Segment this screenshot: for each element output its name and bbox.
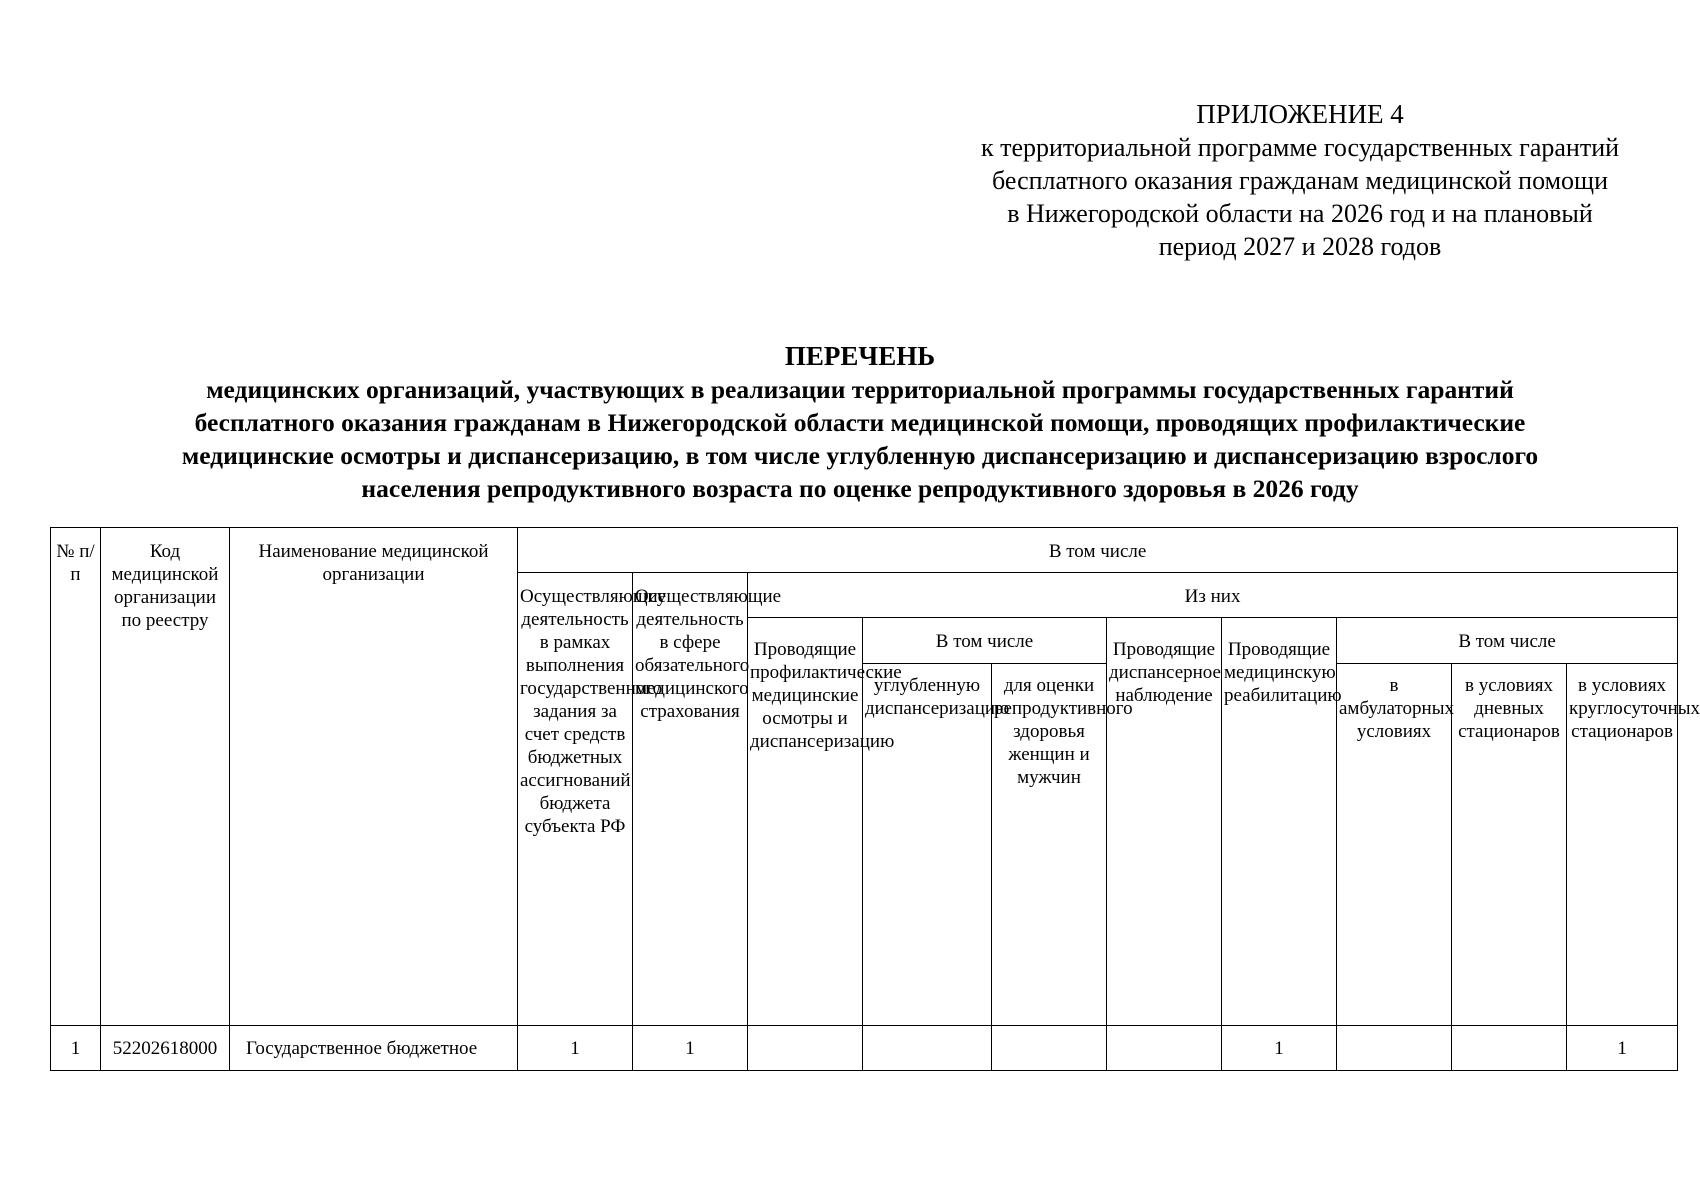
cell-dispensary-observation: [1107, 1026, 1222, 1071]
cell-code: 52202618000: [101, 1026, 230, 1071]
appendix-line: в Нижегородской области на 2026 год и на плановый: [1007, 199, 1593, 228]
header-code: Код медицинской организации по реестру: [101, 528, 230, 1026]
cell-oms: 1: [633, 1026, 748, 1071]
header-including-2: В том числе: [863, 618, 1107, 664]
cell-state-task: 1: [518, 1026, 633, 1071]
cell-reproductive-health: [992, 1026, 1107, 1071]
header-of-them: Из них: [748, 573, 1678, 618]
header-including: В том числе: [518, 528, 1678, 573]
cell-org-name: Государственное бюджетное: [230, 1026, 518, 1071]
appendix-line: к территориальной программе государственных гарантий: [980, 133, 1620, 162]
cell-round-clock-hospital: 1: [1567, 1026, 1678, 1071]
document-subtitle-line: бесплатного оказания гражданам в Нижегородской области медицинской помощи, проводящих профилактические: [194, 408, 1526, 437]
header-including-3: В том числе: [1337, 618, 1678, 664]
cell-deep-dispensarization: [863, 1026, 992, 1071]
header-dispensary-observation: Проводящие диспансерное наблюдение: [1107, 618, 1222, 1026]
document-title-block: [60, 340, 1660, 505]
header-deep-dispensarization: углубленную диспансеризацию: [863, 664, 992, 1026]
appendix-header: [930, 98, 1670, 263]
document-subtitle-line: медицинские осмотры и диспансеризацию, в том числе углубленную диспансеризацию и диспансеризацию взрослого: [181, 441, 1539, 470]
cell-ambulatory: [1337, 1026, 1452, 1071]
table-row: [51, 1026, 1678, 1071]
document-subtitle-line: медицинских организаций, участвующих в реализации территориальной программы государственных гарантий: [206, 375, 1514, 404]
cell-num: 1: [51, 1026, 101, 1071]
cell-day-hospital: [1452, 1026, 1567, 1071]
header-reproductive-health: для оценки репродуктивного здоровья женщин и мужчин: [992, 664, 1107, 1026]
header-state-task: Осуществляющие деятельность в рамках выполнения государственного задания за счет средств бюджетных ассигнований бюджета субъекта РФ: [518, 573, 633, 1026]
appendix-line: бесплатного оказания гражданам медицинской помощи: [992, 166, 1608, 195]
document-title: ПЕРЕЧЕНЬ: [784, 341, 936, 371]
cell-rehabilitation: 1: [1222, 1026, 1337, 1071]
appendix-title: ПРИЛОЖЕНИЕ 4: [1196, 99, 1404, 129]
document-subtitle-line: населения репродуктивного возраста по оценке репродуктивного здоровья в 2026 году: [361, 474, 1359, 503]
header-ambulatory: в амбулаторных условиях: [1337, 664, 1452, 1026]
appendix-line: период 2027 и 2028 годов: [1158, 232, 1442, 261]
header-day-hospital: в условиях дневных стационаров: [1452, 664, 1567, 1026]
cell-prof-exams: [748, 1026, 863, 1071]
organizations-table: [50, 527, 1700, 1071]
header-rehabilitation: Проводящие медицинскую реабилитацию: [1222, 618, 1337, 1026]
header-oms: Осуществляющие деятельность в сфере обязательного медицинского страхования: [633, 573, 748, 1026]
header-prof-exams: Проводящие профилактические медицинские осмотры и диспансеризацию: [748, 618, 863, 1026]
header-num: № п/п: [51, 528, 101, 1026]
header-name: Наименование медицинской организации: [230, 528, 518, 1026]
header-round-clock-hospital: в условиях круглосуточных стационаров: [1567, 664, 1678, 1026]
